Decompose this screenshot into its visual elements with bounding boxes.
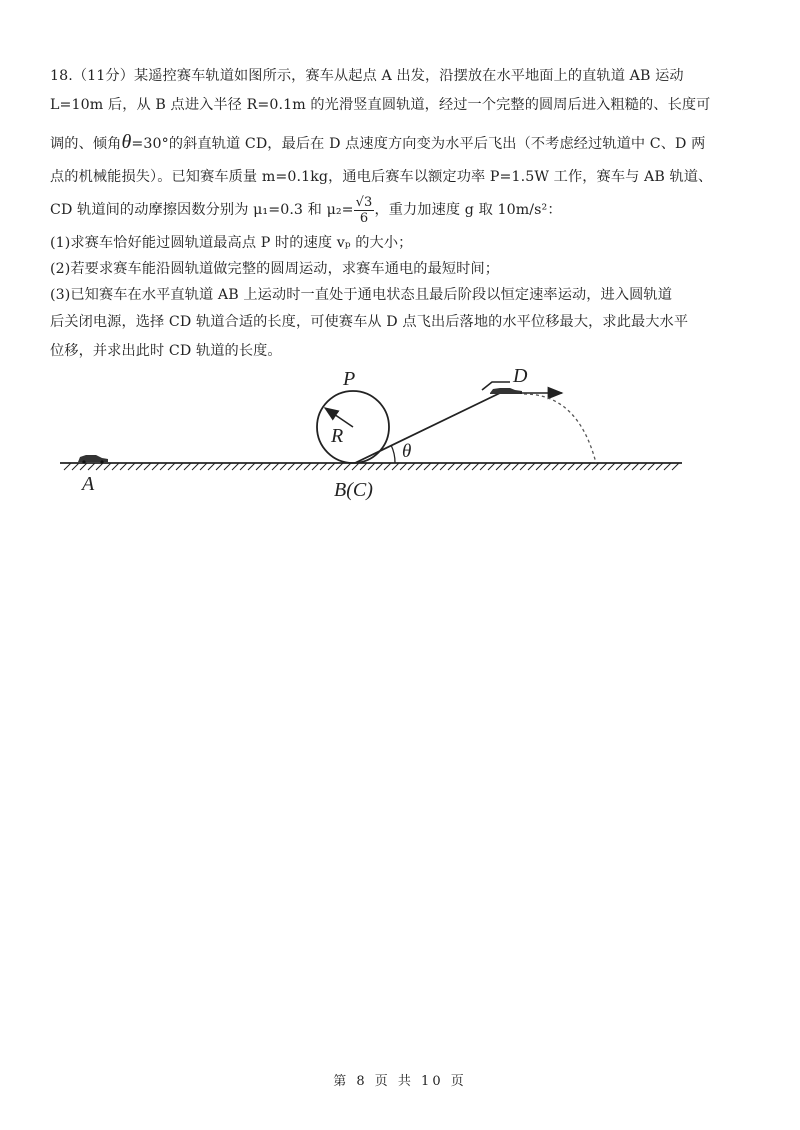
label-theta: θ (402, 441, 412, 462)
ground-hatching (64, 463, 679, 470)
problem-line-1: 18.（11分）某遥控赛车轨道如图所示，赛车从起点 A 出发，沿摆放在水平地面上的直轨道 AB 运动 (50, 68, 684, 84)
problem-line-5 (50, 190, 760, 230)
fraction-sqrt3-over-6 (354, 195, 375, 226)
car-at-D (490, 388, 522, 394)
label-R: R (331, 425, 344, 447)
label-A: A (82, 473, 95, 495)
page-number: 第 8 页 共 10 页 (333, 1074, 467, 1089)
fraction-denominator: 6 (359, 210, 369, 226)
problem-line-3 (50, 120, 760, 164)
question-3-line-1: (3)已知赛车在水平直轨道 AB 上运动时一直处于通电状态且最后阶段以恒定速率运动，进入圆轨道 (50, 287, 672, 303)
problem-line-3b: =30°的斜直轨道 CD，最后在 D 点速度方向变为水平后飞出（不考虑经过轨道中 C、D 两 (131, 136, 706, 152)
problem-line-5b: ，重力加速度 g 取 10m/s²： (374, 202, 562, 218)
track-diagram (50, 360, 700, 510)
problem-line-2: L=10m 后，从 B 点进入半径 R=0.1m 的光滑竖直圆轨道，经过一个完整的圆周后进入粗糙的、长度可 (50, 97, 711, 113)
projectile-trajectory (524, 394, 596, 463)
theta-symbol: θ (121, 131, 132, 153)
incline-CD (355, 393, 500, 463)
angle-arc (391, 445, 395, 463)
problem-text (50, 62, 760, 366)
problem-line-3a: 调的、倾角 (50, 136, 122, 152)
label-P: P (343, 368, 356, 390)
problem-line-4: 点的机械能损失）。已知赛车质量 m=0.1kg，通电后赛车以额定功率 P=1.5W 工作，赛车与 AB 轨道、 (50, 169, 713, 185)
question-3-line-3: 位移，并求出此时 CD 轨道的长度。 (50, 343, 282, 359)
problem-line-5a: CD 轨道间的动摩擦因数分别为 μ₁=0.3 和 μ₂= (50, 202, 354, 218)
fraction-numerator: √3 (355, 194, 373, 210)
question-2: (2)若要求赛车能沿圆轨道做完整的圆周运动，求赛车通电的最短时间； (50, 261, 500, 277)
label-B-C: B(C) (334, 479, 373, 501)
label-D: D (513, 365, 528, 387)
question-1: (1)求赛车恰好能过圆轨道最高点 P 时的速度 vₚ 的大小； (50, 235, 413, 251)
question-3-line-2: 后关闭电源，选择 CD 轨道合适的长度，可使赛车从 D 点飞出后落地的水平位移最大，求此最大水平 (50, 314, 689, 330)
